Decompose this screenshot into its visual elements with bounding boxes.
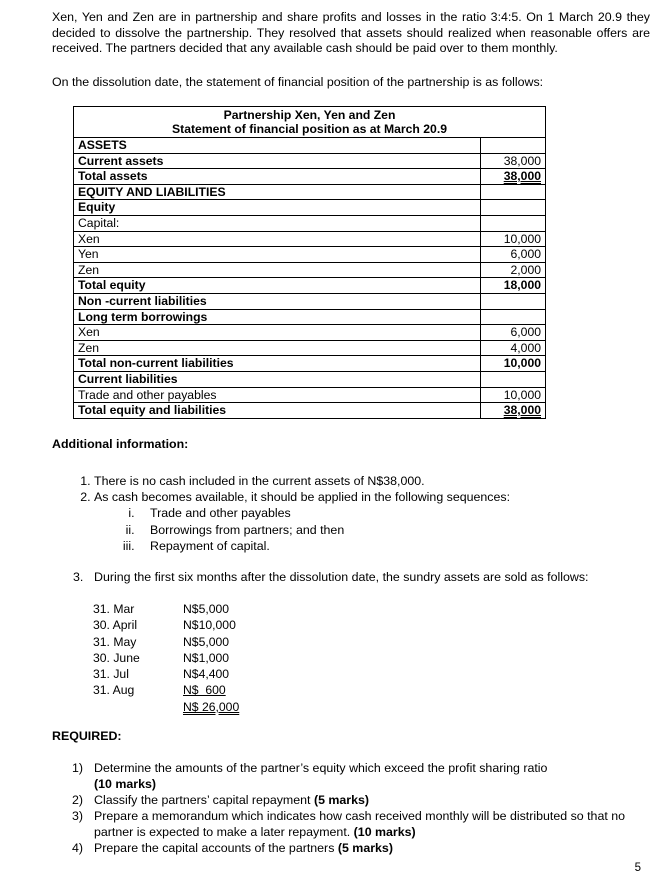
sale-date: 30. April [93,618,138,633]
row-amount [481,371,546,387]
row-label: Zen [74,340,481,356]
row-label: Total equity and liabilities [74,403,481,419]
statement-title-row [74,107,546,138]
sale-date: 31. Mar [93,602,135,616]
row-label: ASSETS [74,138,481,154]
table-row [93,634,239,650]
table-row [74,387,546,403]
table-row [74,293,546,309]
list-item [72,840,654,856]
required-number: 1) [72,761,84,775]
table-row [93,601,239,617]
info-item-3-number: 3. [73,570,84,584]
row-label: Xen [74,325,481,341]
row-amount [481,200,546,216]
statement-title-line1: Partnership Xen, Yen and Zen [223,108,396,122]
row-amount: 38,000 [481,169,546,185]
statement-of-financial-position [73,106,546,419]
info-item-3-text: During the first six months after the dissolution date, the sundry assets are sold as follows: [94,570,589,584]
sale-date: 31. May [93,634,137,649]
row-label: Capital: [74,215,481,231]
row-amount: 38,000 [481,153,546,169]
table-row [74,403,546,419]
row-label: Current assets [74,153,481,169]
sales-total: N$ 26,000 [183,699,240,714]
required-marks: (5 marks) [337,841,393,855]
table-row [74,262,546,278]
row-amount: 10,000 [481,231,546,247]
row-amount: 4,000 [481,340,546,356]
sale-amount: N$10,000 [183,618,236,633]
table-row [93,666,239,682]
sequence-item: Borrowings from partners; and then [150,522,345,537]
sale-amount: N$5,000 [183,634,230,649]
required-text: Classify the partners’ capital repayment [94,793,311,807]
row-label: Long term borrowings [74,309,481,325]
table-row [74,231,546,247]
additional-info-list [52,473,654,554]
table-row [74,309,546,325]
sale-amount: N$4,400 [183,667,230,682]
sequence-item: Repayment of capital. [150,538,270,553]
row-label: Trade and other payables [74,387,481,403]
intro-paragraph: Xen, Yen and Zen are in partnership and share profits and losses in the ratio 3:4:5. On 1 March 20.9 they decided to dissolve the partnership. They resolved that assets should realized when reasonable offers are received. The partners decided that any available cash should be paid over to them monthly. [52,10,650,55]
list-item [138,505,654,521]
table-row [74,340,546,356]
row-label: Zen [74,262,481,278]
table-row [74,184,546,200]
table-row [74,215,546,231]
row-amount: 6,000 [481,325,546,341]
required-text: Prepare a memorandum which indicates how cash received monthly will be distributed so that no partner is expected to make a later repayment. [94,809,626,839]
page-number: 5 [634,862,641,874]
table-row [93,617,239,633]
required-number: 3) [72,809,84,823]
table-row [93,699,239,715]
row-label: Total non-current liabilities [74,356,481,372]
statement-title-line2: Statement of financial position as at March 20.9 [172,122,447,136]
list-item [138,538,654,554]
required-text: Prepare the capital accounts of the partners [94,841,335,855]
table-row [74,153,546,169]
table-row [93,650,239,666]
row-amount [481,293,546,309]
row-amount: 2,000 [481,262,546,278]
required-text: Determine the amounts of the partner’s equity which exceed the profit sharing ratio [94,761,548,775]
additional-info-heading: Additional information: [52,437,189,451]
row-amount: 10,000 [481,387,546,403]
row-amount [481,309,546,325]
list-item [94,473,654,489]
required-marks: (10 marks) [94,777,156,791]
required-list [52,760,654,856]
table-row [74,247,546,263]
sale-amount: N$ 600 [183,683,226,698]
sequence-list [94,505,654,554]
required-marks: (5 marks) [313,793,370,807]
sale-date: 31. Aug [93,683,135,698]
row-label: Xen [74,231,481,247]
info-item-2: As cash becomes available, it should be applied in the following sequences: [94,490,511,505]
row-amount: 38,000 [481,403,546,419]
table-row [74,169,546,185]
row-label: Non -current liabilities [74,293,481,309]
row-amount [481,184,546,200]
required-number: 4) [72,841,84,855]
row-label: EQUITY AND LIABILITIES [74,184,481,200]
required-marks: (10 marks) [353,825,416,839]
list-item [72,760,654,792]
row-label: Current liabilities [74,371,481,387]
list-item [72,808,654,840]
info-item-1: There is no cash included in the current assets of N$38,000. [94,474,425,488]
table-row [74,200,546,216]
sequence-item: Trade and other payables [150,506,291,521]
asset-sales-table [93,601,239,715]
table-row [74,325,546,341]
table-row [93,682,239,698]
table-row [74,371,546,387]
table-row [74,278,546,294]
row-amount [481,138,546,154]
row-amount: 10,000 [481,356,546,372]
row-amount [481,215,546,231]
intro-statement-lead: On the dissolution date, the statement of financial position of the partnership is as follows: [52,75,544,89]
required-heading: REQUIRED: [52,729,122,743]
required-number: 2) [72,793,84,807]
table-row [74,138,546,154]
row-label: Equity [74,200,481,216]
row-amount: 18,000 [481,278,546,294]
sale-amount: N$1,000 [183,650,230,665]
table-row [74,356,546,372]
row-label: Yen [74,247,481,263]
list-item [138,522,654,538]
list-item [72,792,654,808]
sale-amount: N$5,000 [183,602,230,616]
list-item [94,489,654,554]
sale-date: 31. Jul [93,667,129,682]
sale-date: 30. June [93,650,140,665]
row-label: Total assets [74,169,481,185]
row-amount: 6,000 [481,247,546,263]
row-label: Total equity [74,278,481,294]
statement-title [74,107,546,138]
